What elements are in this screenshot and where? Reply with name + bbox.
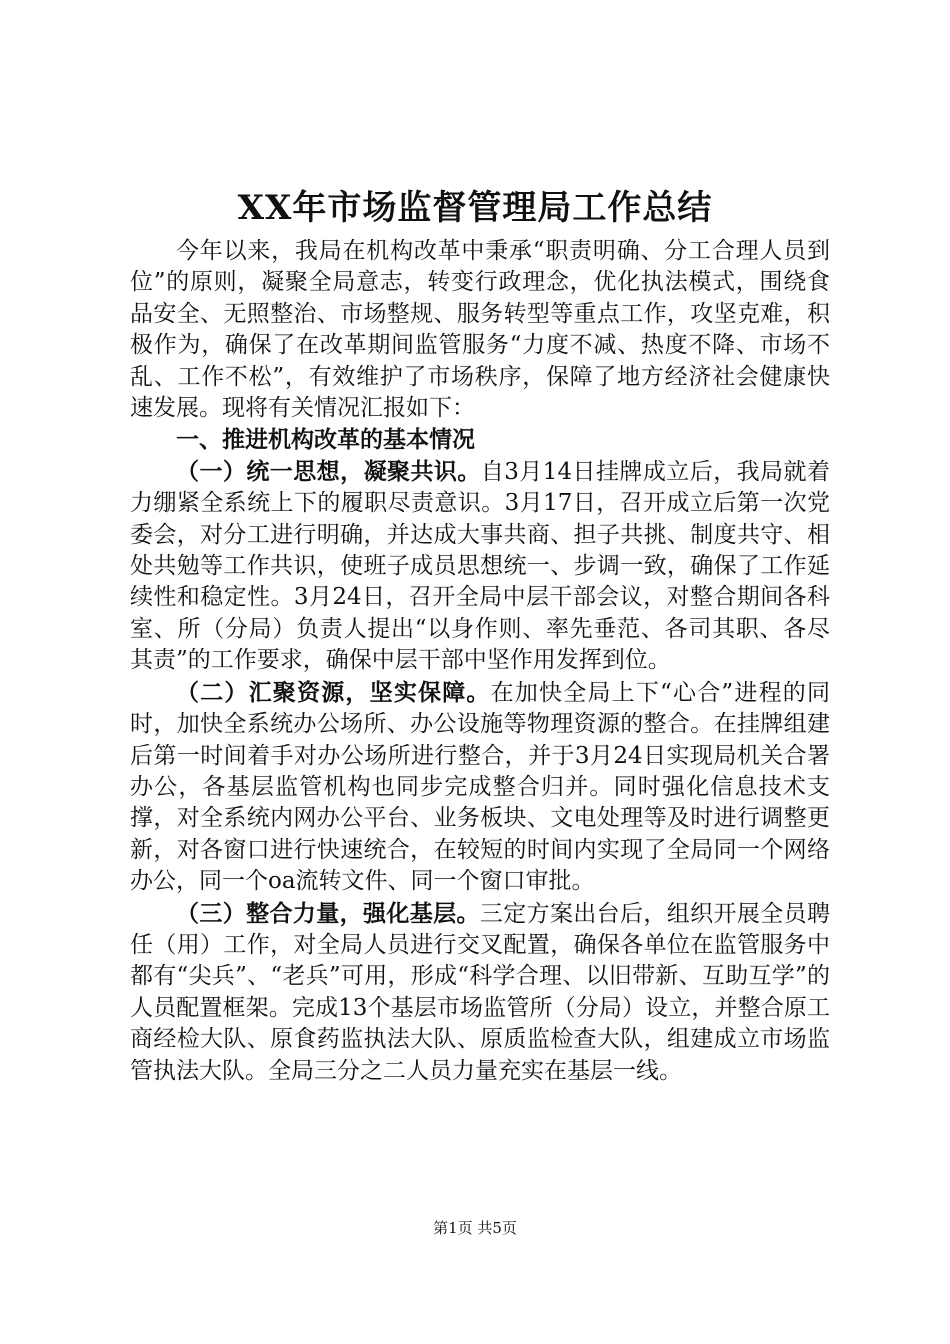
paragraph-lead: （一）统一思想，凝聚共识。 [176,457,481,485]
page-footer: 第1页 共5页 [433,1219,517,1237]
paragraph-lead: （三）整合力量，强化基层。 [176,899,480,927]
document-body [130,236,830,1087]
paragraph-text: 三定方案出台后，组织开展全员聘任（用）工作，对全局人员进行交叉配置，确保各单位在监管服务中都有“尖兵”、“老兵”可用，形成“科学合理、以旧带新、互助互学”的人员配置框架。完成13个基层市场监管所（分局）设立，并整合原工商经检大队、原食药监执法大队、原质监检查大队，组建成立市场监管执法大队。全局三分之二人员力量充实在基层一线。 [130,900,831,1084]
section-heading: 一、推进机构改革的基本情况 [176,426,475,454]
paragraph-item-3 [130,898,830,1087]
document-title: XX年市场监督管理局工作总结 [237,188,713,228]
intro-paragraph: 今年以来，我局在机构改革中秉承“职责明确、分工合理人员到位”的原则，凝聚全局意志，转变行政理念，优化执法模式，围绕食品安全、无照整治、市场整规、服务转型等重点工作，攻坚克难，积极作为，确保了在改革期间监管服务“力度不减、热度不降、市场不乱、工作不松”，有效维护了市场秩序，保障了地方经济社会健康快速发展。现将有关情况汇报如下： [130,238,830,422]
paragraph-text: 在加快全局上下“心合”进程的同时，加快全系统办公场所、办公设施等物理资源的整合。在挂牌组建后第一时间着手对办公场所进行整合，并于3月24日实现局机关合署办公，各基层监管机构也同步完成整合归并。同时强化信息技术支撑，对全系统内网办公平台、业务板块、文电处理等及时进行调整更新，对各窗口进行快速统合，在较短的时间内实现了全局同一个网络办公，同一个oa流转文件、同一个窗口审批。 [130,679,830,895]
paragraph-item-2 [130,677,830,898]
paragraph-text: 自3月14日挂牌成立后，我局就着力绷紧全系统上下的履职尽责意识。3月17日，召开成立后第一次党委会，对分工进行明确，并达成大事共商、担子共挑、制度共守、相处共勉等工作共识，使班子成员思想统一、步调一致，确保了工作延续性和稳定性。3月24日，召开全局中层干部会议，对整合期间各科室、所（分局）负责人提出“以身作则、率先垂范、各司其职、各尽其责”的工作要求，确保中层干部中坚作用发挥到位。 [130,458,830,674]
paragraph-item-1 [130,456,830,677]
paragraph-lead: （二）汇聚资源，坚实保障。 [176,678,491,706]
